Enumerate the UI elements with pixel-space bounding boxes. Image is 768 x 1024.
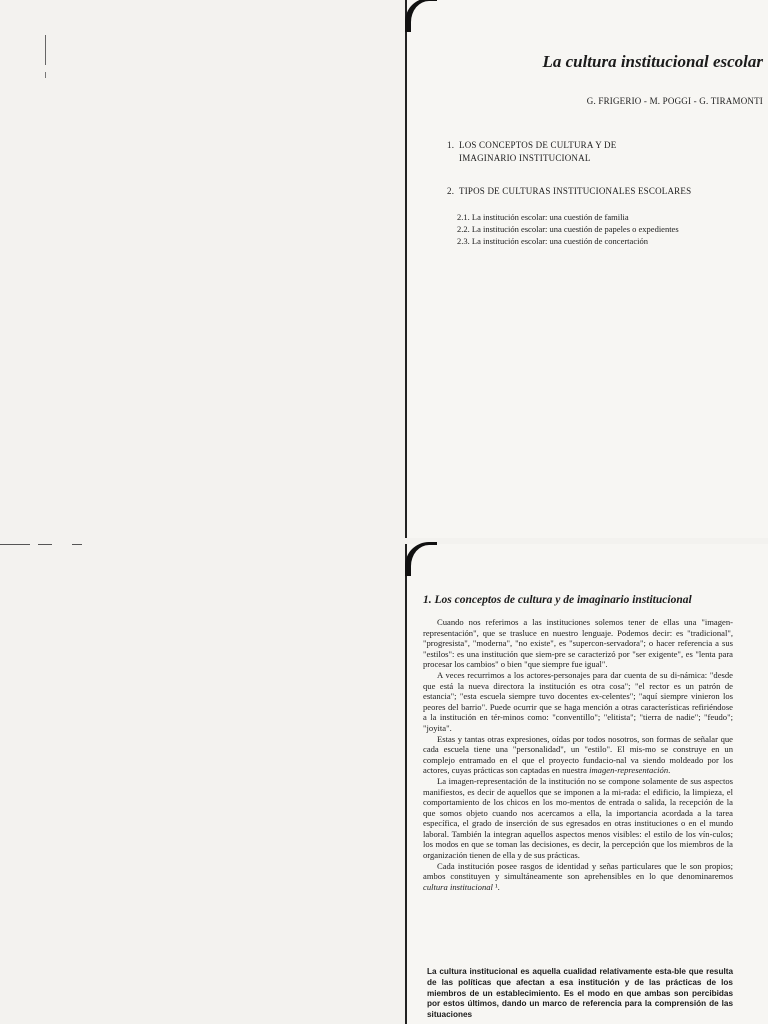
margin-tick [45, 72, 46, 78]
toc-section-number: 2. [447, 186, 455, 196]
toc-section-title: IMAGINARIO INSTITUCIONAL [459, 153, 591, 163]
authors: G. FRIGERIO - M. POGGI - G. TIRAMONTI [586, 96, 763, 106]
document-title: La cultura institucional escolar [542, 52, 763, 71]
paragraph: La imagen-representación de la institución no se compone solamente de sus aspectos manifiestos, es decir de aquellos que se imponen a la mi-rada: el edificio, la limpieza, el comportamiento de los chicos en los mo-mentos de entrada o salida, la recepción de la que somos objeto cuando nos acercamos a ella, la importancia acordada a la tarea específica, el grado de inserción de sus egresados en otras instituciones o en el mundo laboral. También la integran aquellos aspectos menos visibles: el estilo de los vín-culos; los modos en que se toman las decisiones, es decir, la percepción que los miembros de la organización tienen de ella y de sus prácticas. [423, 775, 733, 861]
paragraph [423, 734, 733, 776]
paragraph-text: Estas y tantas otras expresiones, oídas por todos nosotros, son formas de señalar que cada escuela tiene una "personalidad", un "estilo". El mis-mo se construye en un complejo entramado en el que el proyecto fundacio-nal va siendo moldeado por los actores, cuyas prácticas son captadas en nuestra [423, 733, 733, 776]
definition-quote: La cultura institucional es aquella cualidad relativamente esta-ble que resulta de las políticas que afectan a esa institución y de las prácticas de los miembros de un establecimiento. Es el modo en que ambas son percibidas por estos últimos, dando un marco de referencia para la comprensión de las situaciones [427, 967, 733, 1020]
fold-line [0, 544, 30, 545]
emphasis-text: imagen-representación [589, 765, 669, 776]
emphasis-text: cultura institucional [423, 881, 493, 892]
toc-section-title: LOS CONCEPTOS DE CULTURA Y DE [459, 140, 617, 150]
paragraph-text: Cada institución posee rasgos de identidad y señas particulares que le son propios; ambos constituyen y simultáneamente son aprehensibles en lo que denominaremos [423, 860, 733, 882]
toc-subsection: 2.3. La institución escolar: una cuestión de concertación [457, 236, 648, 246]
toc-section-number: 1. [447, 140, 455, 150]
toc-subsection: 2.1. La institución escolar: una cuestión de familia [457, 212, 629, 222]
paragraph-text: . [668, 765, 671, 776]
fold-line [38, 544, 52, 545]
margin-tick [45, 35, 46, 65]
toc-section-title: TIPOS DE CULTURAS INSTITUCIONALES ESCOLARES [459, 186, 692, 196]
fold-line [72, 544, 82, 545]
paragraph [423, 861, 733, 893]
content-column [405, 0, 768, 1024]
section-heading: 1. Los conceptos de cultura y de imaginario institucional [423, 594, 692, 606]
paragraph: Cuando nos referimos a las instituciones solemos tener de ellas una "imagen-representación", que se trasluce en nuestro lenguaje. Podemos decir: es "tradicional", "progresista", "moderna", "no existe", es "supercon-servadora"; o hacer referencia a sus "estilos": es una institución que siem-pre se caracterizó por "ser exigente", es "lenta para procesar los cambios" o bien "que siempre fue igual". [423, 617, 733, 670]
paragraph: A veces recurrimos a los actores-personajes para dar cuenta de su di-námica: "desde que está la nueva directora la institución es otra cosa"; "el rector es un patrón de estancia"; "esta escuela siempre tuvo docentes ex-celentes"; "aquí siempre vinieron los peores del barrio". Puede ocurrir que se haga mención a otras características refiriéndose a la institución en tér-minos como: "conventillo"; "elitista"; "tierra de nadie"; "feudo"; "joyita". [423, 669, 733, 733]
paragraph-text: ¹. [492, 881, 500, 892]
body-text [423, 617, 733, 892]
toc-subsection: 2.2. La institución escolar: una cuestión de papeles o expedientes [457, 224, 679, 234]
